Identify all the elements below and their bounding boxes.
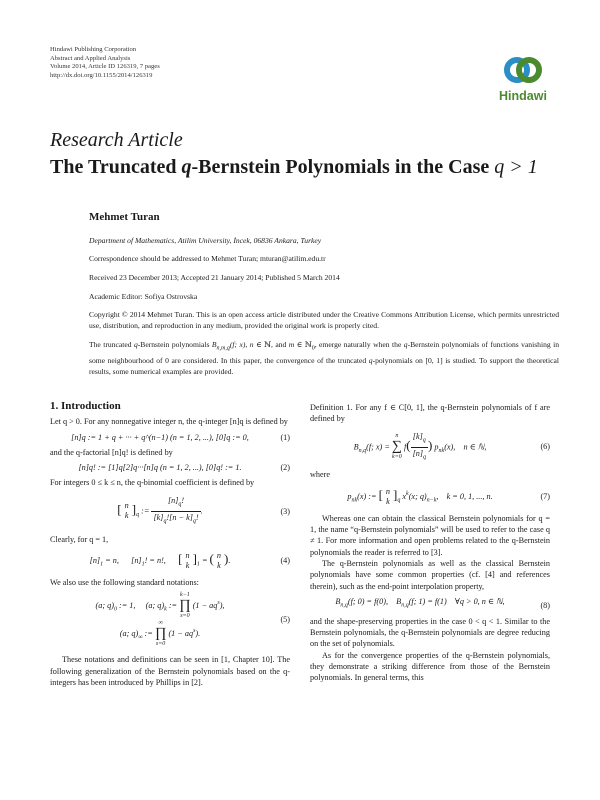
- paragraph: The q-Bernstein polynomials as well as the classical Bernstein polynomials have some common properties (cf. [4] and references therein), such as the end-point interpolation property,: [310, 558, 550, 591]
- equation-5: (a; $q)_0$ := 1, (a; $q)_k$ := k−1 ∏ s=0 $(1 - aq^s)$,: [95, 592, 225, 620]
- hindawi-logo-text: Hindawi: [499, 89, 547, 103]
- equation-2: [n]q! := [1]q[2]q···[n]q (n = 1, 2, ...), [0]q! := 1. (2): [78, 463, 290, 473]
- paragraph: Let q > 0. For any nonnegative integer n, the q-integer [n]q is defined by: [50, 417, 288, 427]
- equation-number: (5): [280, 614, 290, 624]
- equation-8: $B_{n,q}(f$; 0) = f(0), $B_{n,q}(f$; 1) = f(1) ∀q > 0, n ∈ ℕ, (8): [335, 596, 550, 611]
- equation-6: $B_{n,q}(f$; x) = n ∑ k=0 f( $\frac{[k]_q}{[n]_q}$ ) $p_{nk}(x)$, n ∈ ℕ, (6): [353, 431, 550, 461]
- copyright-notice: Copyright © 2014 Mehmet Turan. This is an open access article distributed under the Creative Commons Attribution License, which permits unrestricted use, distribution, and reproduction in any medium, provided the original work is properly cited.: [89, 310, 559, 331]
- paragraph: We also use the following standard notations:: [50, 577, 199, 587]
- paragraph: and the q-factorial [n]q! is defined by: [50, 447, 173, 457]
- paragraph: where: [310, 470, 331, 480]
- equation-4: $[n]_1 = n$, $[n]_1$! = n!, [ n k ]$_1$ = ( n k ). (4): [89, 550, 290, 570]
- section-heading: 1. Introduction: [50, 400, 121, 412]
- affiliation: Department of Mathematics, Atilim University, İncek, 06836 Ankara, Turkey: [89, 236, 322, 245]
- equation-number: (8): [540, 601, 550, 611]
- right-column: [310, 397, 550, 684]
- abstract: The truncated q-Bernstein polynomials $B_{n,m,q}(f$; x), n ∈ ℕ, and m ∈ ℕ$_0$, emerge naturally when the q-Bernstein polynomials of functions vanishing in some neighbourhood of 0 are considered. In this paper, the convergence of the truncated q-polynomials on [0, 1] is studied. To support the theoretical results, some numerical examples are provided.: [89, 340, 560, 376]
- paragraph: and the shape-preserving properties in the case 0 < q < 1. Similar to the Bernstein polynomials, the q-Bernstein polynomials are degree reducing on the set of polynomials.: [310, 616, 550, 649]
- definition: Definition 1. For any f ∈ C[0, 1], the q-Bernstein polynomials of f are defined by: [310, 403, 550, 424]
- journal-header: [50, 46, 160, 80]
- paragraph: For integers 0 ≤ k ≤ n, the q-binomial coefficient is defined by: [50, 478, 255, 488]
- article-type: Research Article: [50, 129, 183, 151]
- equation-number: (1): [280, 432, 290, 442]
- equation-7: $p_{nk}(x)$ := [ n k ]$_q$ $x^k(x$; $q)_{n-k}$, k = 0, 1, ..., n. (7): [347, 486, 550, 506]
- equation-number: (4): [280, 556, 290, 566]
- paragraph: Clearly, for q = 1,: [50, 534, 109, 544]
- paragraph: Whereas one can obtain the classical Bernstein polynomials for q = 1, the name “q-Bernstein polynomials” will be used to refer to the case q ≠ 1. For more information and open problems related to the q-Bernstein polynomials the reader is referred to [3].: [310, 513, 550, 557]
- paragraph: As for the convergence properties of the q-Bernstein polynomials, they demonstrate a striking difference from those of the Bernstein polynomials. In general terms, this: [310, 650, 550, 683]
- article-title: The Truncated q-Bernstein Polynomials in the Case q > 1: [50, 156, 538, 178]
- journal-name: Abstract and Applied Analysis: [50, 54, 131, 62]
- author-name: Mehmet Turan: [89, 211, 160, 223]
- doi-link[interactable]: http://dx.doi.org/10.1155/2014/126319: [50, 71, 153, 79]
- equation-number: (7): [540, 492, 550, 502]
- publisher-line: Hindawi Publishing Corporation: [50, 46, 137, 53]
- equation-3: [ n k ]$_q$ := $\frac{[n]_q!}{[k]_q![n - k]_q!}$ . (3): [117, 495, 290, 525]
- left-column: [50, 397, 290, 688]
- equation-1: [n]q := 1 + q + ··· + q^(n−1) (n = 1, 2, ...), [0]q := 0, (1): [71, 432, 290, 442]
- equation-number: (3): [280, 506, 290, 516]
- equation-number: (2): [280, 463, 290, 473]
- academic-editor: Academic Editor: Sofiya Ostrovska: [89, 292, 198, 301]
- equation-number: (6): [540, 442, 550, 452]
- equation-5-cont: (a; $q)_\infty$ := ∞ ∏ s=0 $(1 - aq^s)$. (5): [119, 614, 290, 648]
- publication-dates: Received 23 December 2013; Accepted 21 January 2014; Published 5 March 2014: [89, 273, 340, 282]
- correspondence: Correspondence should be addressed to Mehmet Turan; mturan@atilim.edu.tr: [89, 254, 326, 263]
- volume-line: Volume 2014, Article ID 126319, 7 pages: [50, 63, 160, 71]
- paragraph: These notations and definitions can be seen in [1, Chapter 10]. The following generalization of the Bernstein polynomials based on the q-integers has been introduced by Phillips in [2].: [50, 655, 290, 687]
